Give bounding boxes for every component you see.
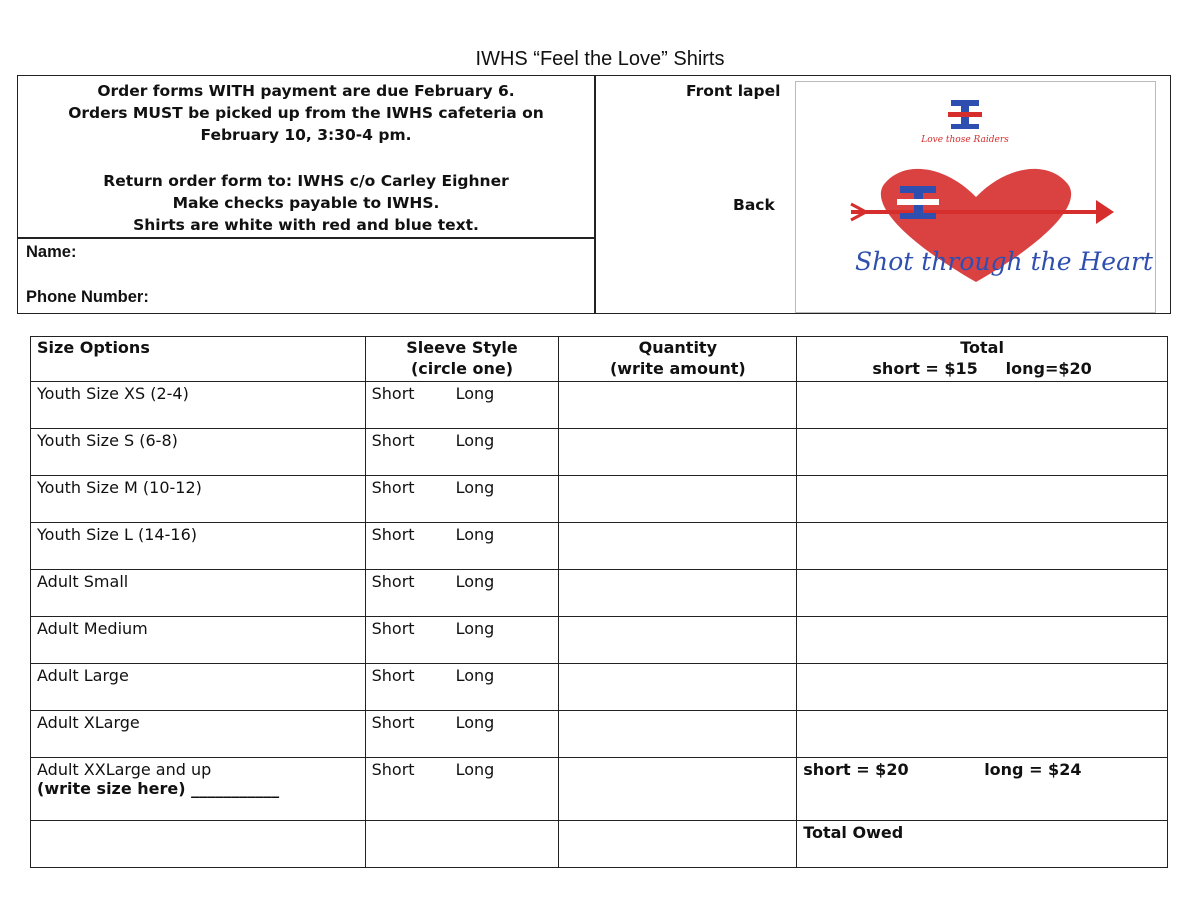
total-cell[interactable] — [797, 476, 1168, 523]
sleeve-short-option[interactable]: Short — [371, 478, 415, 497]
sleeve-cell[interactable] — [365, 617, 559, 664]
info-line: Make checks payable to IWHS. — [172, 194, 440, 212]
front-text: Love those Raiders — [921, 135, 1009, 145]
sleeve-long-option[interactable]: Long — [455, 478, 495, 497]
table-row — [31, 523, 1168, 570]
raiders-logo-icon — [948, 100, 982, 129]
sleeve-long-option[interactable]: Long — [455, 431, 495, 450]
col-header-size: Size Options — [31, 337, 366, 382]
name-field-label: Name: — [26, 243, 77, 261]
sleeve-short-option[interactable]: Short — [371, 431, 415, 450]
size-label: Adult XXLarge and up — [37, 760, 212, 779]
sleeve-long-option[interactable]: Long — [455, 619, 495, 638]
quantity-cell[interactable] — [559, 664, 797, 711]
table-row — [31, 476, 1168, 523]
xxl-short-price: short = $20 — [803, 760, 909, 779]
total-owed-cell[interactable] — [797, 821, 1168, 868]
quantity-cell[interactable] — [559, 758, 797, 821]
sleeve-short-option[interactable]: Short — [371, 713, 415, 732]
order-table — [30, 336, 1168, 868]
size-cell: Youth Size M (10-12) — [31, 476, 366, 523]
front-lapel-label: Front lapel — [686, 82, 781, 100]
info-line: Return order form to: IWHS c/o Carley Eighner — [103, 172, 509, 190]
info-line: February 10, 3:30-4 pm. — [200, 126, 412, 144]
sleeve-short-option[interactable]: Short — [371, 525, 415, 544]
heart-arrow-logo — [796, 82, 1156, 313]
empty-cell — [365, 821, 559, 868]
quantity-cell[interactable] — [559, 570, 797, 617]
sleeve-long-option[interactable]: Long — [455, 666, 495, 685]
size-cell: Adult Medium — [31, 617, 366, 664]
size-cell: Adult XLarge — [31, 711, 366, 758]
table-row — [31, 617, 1168, 664]
sleeve-cell[interactable] — [365, 382, 559, 429]
sleeve-short-option[interactable]: Short — [371, 760, 415, 779]
sleeve-cell[interactable] — [365, 711, 559, 758]
sleeve-cell[interactable] — [365, 476, 559, 523]
table-row — [31, 570, 1168, 617]
table-row — [31, 429, 1168, 476]
sleeve-short-option[interactable]: Short — [371, 619, 415, 638]
sleeve-long-option[interactable]: Long — [455, 525, 495, 544]
divider — [17, 237, 595, 239]
total-cell[interactable] — [797, 758, 1168, 821]
total-owed-label: Total Owed — [803, 823, 904, 842]
table-header-row — [31, 337, 1168, 382]
page-title: IWHS “Feel the Love” Shirts — [475, 48, 725, 70]
write-size-field[interactable]: (write size here) ___________ — [37, 779, 280, 798]
order-info — [18, 80, 594, 236]
back-text: Shot through the Heart — [855, 247, 1153, 276]
sleeve-short-option[interactable]: Short — [371, 666, 415, 685]
table-row — [31, 758, 1168, 821]
sleeve-long-option[interactable]: Long — [455, 713, 495, 732]
total-cell[interactable] — [797, 617, 1168, 664]
sleeve-cell[interactable] — [365, 523, 559, 570]
quantity-subheader: (write amount) — [609, 359, 746, 378]
size-cell: Adult Large — [31, 664, 366, 711]
info-line: Order forms WITH payment are due February 6. — [97, 82, 515, 100]
total-header: Total — [960, 338, 1004, 357]
total-cell[interactable] — [797, 711, 1168, 758]
total-cell[interactable] — [797, 570, 1168, 617]
phone-field-label: Phone Number: — [26, 288, 149, 306]
total-subheader: short = $15 long=$20 — [872, 359, 1092, 378]
table-row — [31, 382, 1168, 429]
xxl-long-price: long = $24 — [984, 760, 1082, 779]
sleeve-long-option[interactable]: Long — [455, 572, 495, 591]
total-cell[interactable] — [797, 429, 1168, 476]
empty-cell — [559, 821, 797, 868]
sleeve-cell[interactable] — [365, 758, 559, 821]
sleeve-short-option[interactable]: Short — [371, 384, 415, 403]
sleeve-long-option[interactable]: Long — [455, 384, 495, 403]
empty-cell — [31, 821, 366, 868]
col-header-sleeve — [365, 337, 559, 382]
sleeve-short-option[interactable]: Short — [371, 572, 415, 591]
quantity-cell[interactable] — [559, 429, 797, 476]
table-row — [31, 821, 1168, 868]
shirt-design-image — [795, 81, 1156, 313]
size-cell — [31, 758, 366, 821]
sleeve-cell[interactable] — [365, 570, 559, 617]
info-line: Shirts are white with red and blue text. — [133, 216, 479, 234]
quantity-cell[interactable] — [559, 617, 797, 664]
quantity-cell[interactable] — [559, 523, 797, 570]
quantity-cell[interactable] — [559, 711, 797, 758]
sleeve-subheader: (circle one) — [410, 359, 514, 378]
divider — [594, 75, 596, 314]
sleeve-cell[interactable] — [365, 664, 559, 711]
sleeve-header: Sleeve Style — [406, 338, 518, 357]
table-row — [31, 711, 1168, 758]
quantity-header: Quantity — [638, 338, 717, 357]
sleeve-long-option[interactable]: Long — [455, 760, 495, 779]
size-cell: Adult Small — [31, 570, 366, 617]
col-header-total — [797, 337, 1168, 382]
total-cell[interactable] — [797, 382, 1168, 429]
table-row — [31, 664, 1168, 711]
back-label: Back — [733, 196, 775, 214]
size-cell: Youth Size S (6-8) — [31, 429, 366, 476]
size-cell: Youth Size L (14-16) — [31, 523, 366, 570]
quantity-cell[interactable] — [559, 476, 797, 523]
quantity-cell[interactable] — [559, 382, 797, 429]
total-cell[interactable] — [797, 523, 1168, 570]
info-line: Orders MUST be picked up from the IWHS cafeteria on — [68, 104, 544, 122]
sleeve-cell[interactable] — [365, 429, 559, 476]
size-cell: Youth Size XS (2-4) — [31, 382, 366, 429]
col-header-quantity — [559, 337, 797, 382]
total-cell[interactable] — [797, 664, 1168, 711]
